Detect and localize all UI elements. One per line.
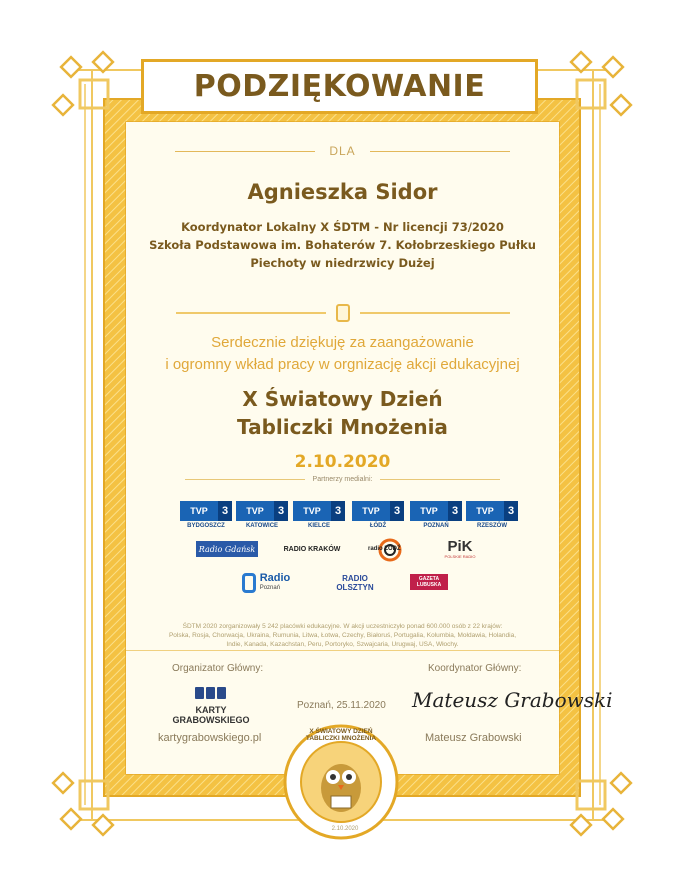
event-title — [0, 385, 685, 441]
tvp3-city: BYDGOSZCZ — [187, 523, 225, 529]
for-label: DLA — [329, 144, 356, 158]
section-separator — [0, 304, 685, 322]
signature: Mateusz Grabowski — [412, 688, 613, 712]
organizer-label: Organizator Główny: — [172, 663, 264, 674]
event-line-1: X Światowy Dzień — [242, 387, 443, 411]
partners-label: Partnerzy medialni: — [312, 476, 373, 483]
divider-line — [185, 479, 305, 480]
partners-header — [0, 476, 685, 483]
tvp3-city: POZNAŃ — [423, 523, 449, 529]
radio-poznan-mark-icon — [242, 573, 256, 593]
recipient-name: Agnieszka Sidor — [247, 180, 438, 204]
divider-line — [380, 479, 500, 480]
coordinator-name: Mateusz Grabowski — [425, 732, 522, 744]
footnote-line-2: Polska, Rosja, Chorwacja, Ukraina, Rumunia, Litwa, Łotwa, Czechy, Białoruś, Portugalia, Kolumbia, Mołdawia, Holandia, — [168, 632, 517, 639]
role-line-1: Koordynator Lokalny X ŚDTM - Nr licencji 73/2020 — [181, 220, 504, 234]
divider-line — [175, 151, 315, 152]
coordinator-label: Koordynator Główny: — [428, 663, 522, 674]
thanks-line-2: i ogromny wkład pracy w orgnizację akcji edukacyjnej — [165, 356, 520, 373]
certificate-title: PODZIĘKOWANIE — [193, 69, 486, 104]
title-banner — [141, 59, 538, 114]
thanks-line-1: Serdecznie dziękuję za zaangażowanie — [211, 334, 474, 351]
tvp3-logo: TVP 3 — [180, 501, 232, 521]
footnote-line-1: ŚDTM 2020 zorganizowały 5 242 placówki edukacyjne. W akcji uczestniczyło ponad 600.000 osób z 22 krajów: — [182, 623, 503, 630]
tvp3-logo: TVP 3 — [293, 501, 345, 521]
tvp3-city: KIELCE — [307, 523, 330, 529]
organizer-website-link[interactable]: kartygrabowskiego.pl — [158, 732, 262, 744]
radio-olsztyn-logo: RADIO OLSZTYN — [336, 574, 374, 592]
radio-lodz-logo: radio ŁÓDŹ — [368, 538, 402, 562]
role-line-3: Piechoty w niedrzwicy Dużej — [250, 256, 435, 270]
separator-line — [360, 312, 510, 314]
place-date: Poznań, 25.11.2020 — [297, 700, 386, 711]
thanks-text — [0, 332, 685, 376]
recipient-role — [0, 218, 685, 272]
tvp3-city: KATOWICE — [245, 523, 279, 529]
tvp3-city: RZESZÓW — [477, 523, 507, 529]
seal-date: 2.10.2020 — [331, 826, 359, 832]
gazeta-lubuska-logo: GAZETA LUBUSKA — [410, 574, 448, 590]
event-line-2: Tabliczki Mnożenia — [237, 415, 448, 439]
event-seal — [281, 722, 401, 842]
footnote-divider — [126, 650, 559, 651]
tvp3-logo: TVP 3 — [410, 501, 462, 521]
tvp3-city: ŁÓDŹ — [369, 523, 387, 529]
radio-krakow-logo: RADIO KRAKÓW — [283, 546, 341, 553]
event-date: 2.10.2020 — [294, 452, 391, 472]
separator-ornament — [336, 304, 350, 322]
tvp3-logo: TVP 3 — [466, 501, 518, 521]
radio-poznan-logo: Radio Poznań — [237, 571, 295, 595]
divider-line — [370, 151, 510, 152]
tvp3-logo: TVP 3 — [236, 501, 288, 521]
role-line-2: Szkoła Podstawowa im. Bohaterów 7. Kołobrzeskiego Pułku — [149, 238, 536, 252]
for-divider — [0, 144, 685, 158]
karty-grabowskiego-logo: KARTY GRABOWSKIEGO — [166, 686, 256, 725]
seal-text: X ŚWIATOWY DZIEŃ TABLICZKI MNOŻENIA — [305, 728, 377, 742]
footnote — [126, 622, 559, 649]
playing-cards-icon — [191, 686, 231, 700]
pik-radio-logo: PiK POLSKIE RADIO — [444, 538, 476, 559]
tvp3-logo: TVP 3 — [352, 501, 404, 521]
footnote-line-3: Indie, Kanada, Kazachstan, Peru, Portoryko, Szwajcaria, Urugwaj, USA, Włochy. — [226, 641, 459, 648]
radio-gdansk-logo: Radio Gdańsk — [196, 541, 258, 557]
separator-line — [176, 312, 326, 314]
